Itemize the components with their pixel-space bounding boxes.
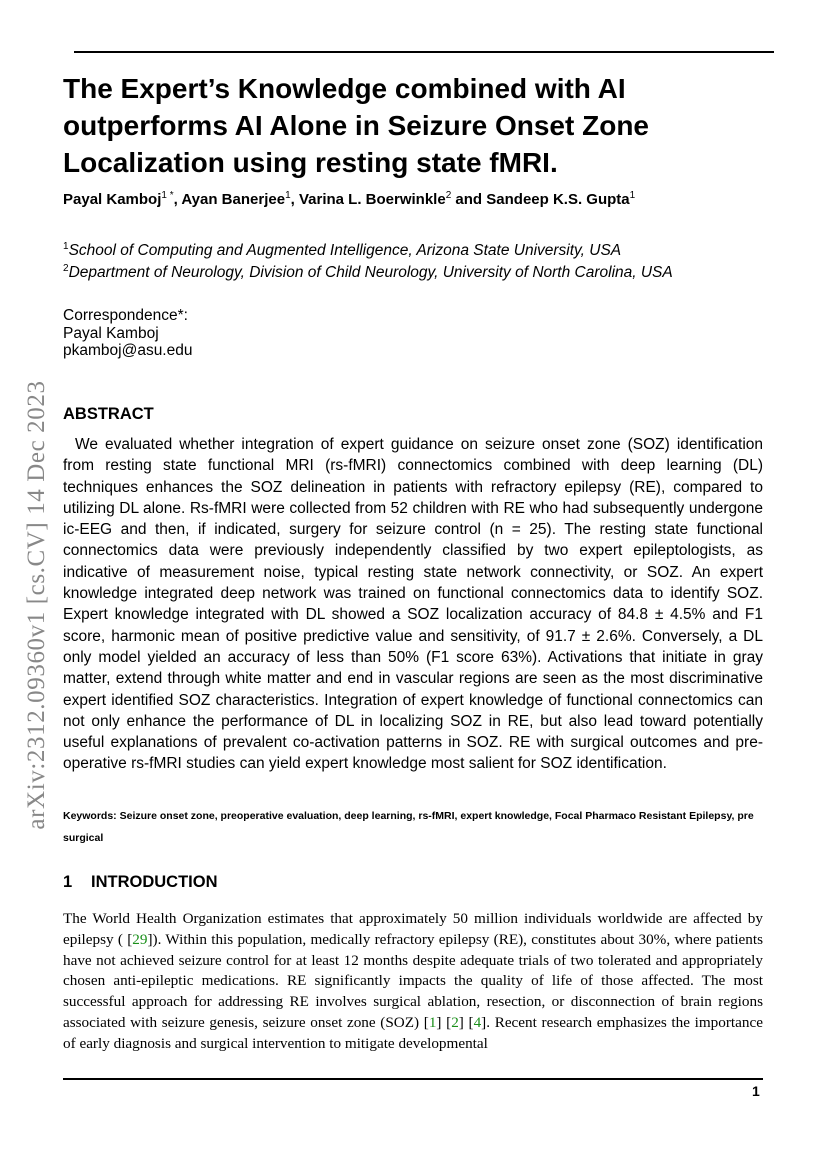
affiliation-mark: 2 xyxy=(63,263,69,274)
correspondence-name: Payal Kamboj xyxy=(63,324,159,342)
citation-link[interactable]: 4 xyxy=(473,1013,482,1031)
page-number: 1 xyxy=(752,1083,760,1099)
top-rule xyxy=(74,51,774,53)
author-affil-mark: 1 * xyxy=(161,190,174,201)
correspondence xyxy=(63,307,192,360)
citation-link[interactable]: 1 xyxy=(428,1013,437,1031)
abstract-text: We evaluated whether integration of expert guidance on seizure onset zone (SOZ) identification from resting state functional MRI (rs-fMRI) connectomics combined with deep learning (DL) techniques enhances the SOZ delineation in patients with refractory epilepsy (RE), compared to utilizing DL alone. Rs-fMRI were collected from 52 children with RE who had subsequently undergone ic-EEG and then, if indicated, surgery for seizure control (n = 25). The resting state functional connectomics data were previously independently classified by two expert epileptologists, as indicative of measurement noise, typical resting state network connectivity, or SOZ. An expert knowledge integrated deep network was trained on functional connectomics data to identify SOZ. Expert knowledge integrated with DL showed a SOZ localization accuracy of 84.8 ± 4.5% and F1 score, harmonic mean of positive predictive value and sensitivity, of 91.7 ± 2.6%. Conversely, a DL only model yielded an accuracy of less than 50% (F1 score 63%). Activations that initiate in gray matter, extend through white matter and end in vascular regions are seen as the most discriminative expert identified SOZ characteristics. Integration of expert knowledge of functional connectomics can not only enhance the performance of DL in localizing SOZ in RE, but also lead toward potentially useful explanations of prevalent co-activation patterns in SOZ. RE with surgical outcomes and pre-operative rs-fMRI studies can yield expert knowledge most salient for SOZ identification. xyxy=(63,436,763,773)
correspondence-email[interactable]: pkamboj@asu.edu xyxy=(63,342,193,359)
author-list: Payal Kamboj$^{1 *}$, Ayan Banerjee$^1$, Varina L. Boerwinkle$^2$ and Sandeep K.S. Gupta$^1$ xyxy=(63,190,636,208)
affiliation-text: Department of Neurology, Division of Child Neurology, University of North Carolina, USA xyxy=(68,264,673,282)
author-affil-mark: 1 xyxy=(629,190,636,201)
author-affil-mark: 2 xyxy=(445,190,452,201)
author-affil-mark: 1 xyxy=(285,190,291,201)
abstract-heading: ABSTRACT xyxy=(63,405,154,423)
keywords-label: Keywords: xyxy=(63,810,117,822)
affiliation-mark: 1 xyxy=(63,241,69,252)
author-name: Payal Kamboj xyxy=(63,191,162,208)
introduction-text-run: ] [ xyxy=(436,1013,452,1031)
author-name: Ayan Banerjee xyxy=(181,191,286,208)
arxiv-stamp-text: arXiv:2312.09360v1 [cs.CV] 14 Dec 2023 xyxy=(23,380,50,830)
introduction-text xyxy=(63,909,763,1055)
bottom-rule xyxy=(63,1078,763,1080)
section-title: INTRODUCTION xyxy=(91,873,218,891)
introduction-text-run: The World Health Organization estimates that approximately 50 million individuals worldwide are affected by epilepsy ( [ xyxy=(63,910,763,948)
keywords-text: Seizure onset zone, preoperative evaluation, deep learning, rs-fMRI, expert knowledge, Focal Pharmaco Resistant Epilepsy, pre surgical xyxy=(63,810,754,844)
author-name: Varina L. Boerwinkle xyxy=(298,191,446,208)
introduction-heading xyxy=(63,873,218,892)
introduction-text-run: ] [ xyxy=(458,1013,474,1031)
citation-link[interactable]: 29 xyxy=(132,930,148,948)
introduction-text-run: ]). Within this population, medically refractory epilepsy (RE), constitutes about 30%, where patients have not achieved seizure control for at least 12 months despite adequate trials of two tolerated and appropriately chosen anti-epileptic medications. RE significantly impacts the quality of life of those affected. The most successful approach for addressing RE involves surgical ablation, resection, or disconnection of brain regions associated with seizure genesis, seizure onset zone (SOZ) [ xyxy=(63,930,764,1031)
author-name: Sandeep K.S. Gupta xyxy=(486,191,630,208)
affiliation-text: School of Computing and Augmented Intelligence, Arizona State University, USA xyxy=(68,242,622,260)
keywords xyxy=(63,805,763,849)
citation-link[interactable]: 2 xyxy=(451,1013,459,1031)
paper-title: The Expert’s Knowledge combined with AI outperforms AI Alone in Seizure Onset Zone Localization using resting state fMRI. xyxy=(63,73,649,178)
section-number: 1 xyxy=(63,873,73,891)
correspondence-label: Correspondence*: xyxy=(63,307,188,324)
introduction-text-run: ]. Recent research emphasizes the importance of early diagnosis and surgical intervention to mitigate developmental xyxy=(63,1013,763,1052)
affiliation xyxy=(63,258,703,283)
